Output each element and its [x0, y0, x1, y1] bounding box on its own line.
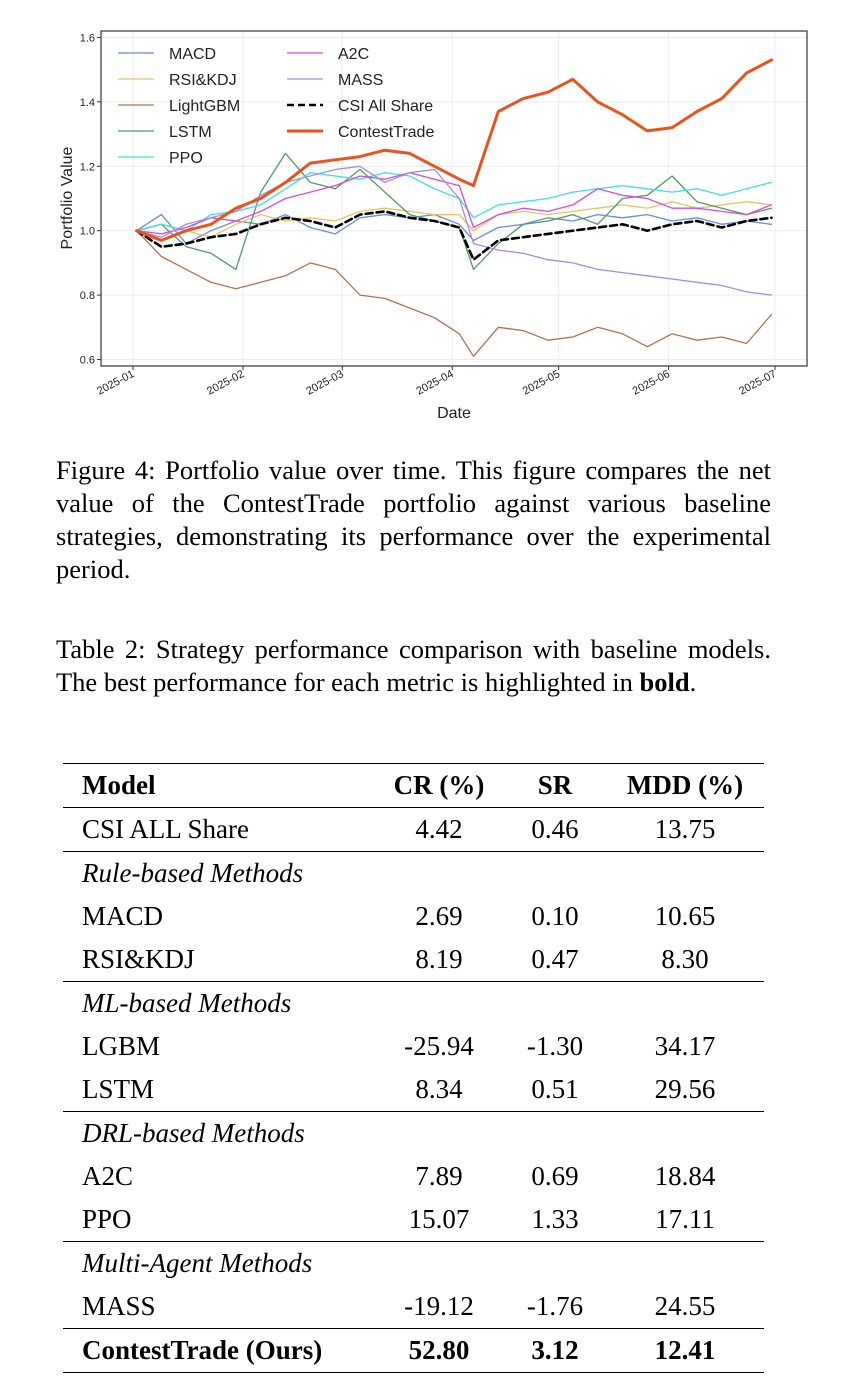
table-row — [63, 1025, 764, 1068]
legend-label: LSTM — [169, 124, 212, 141]
cell-model: A2C — [82, 1161, 134, 1191]
cell-model: MASS — [82, 1291, 156, 1321]
best-row — [63, 1329, 764, 1373]
cell-cr: 15.07 — [408, 1204, 470, 1234]
cell-sr: -1.30 — [526, 1031, 584, 1061]
legend-label: ContestTrade — [338, 124, 435, 141]
header-sr: SR — [504, 764, 606, 808]
cell-cr: 7.89 — [415, 1161, 463, 1191]
cell-model: LGBM — [82, 1031, 161, 1061]
cell-sr: 0.47 — [531, 944, 579, 974]
table-row — [63, 808, 764, 852]
y-axis-label: Portfolio Value — [59, 146, 76, 250]
group-row — [63, 1112, 764, 1156]
portfolio-value-chart — [0, 0, 859, 440]
cell-cr: 4.42 — [415, 814, 463, 844]
legend-label: CSI All Share — [338, 98, 434, 115]
table-caption-text: Table 2: Strategy performance comparison with baseline models. The best performance for each metric is highlighted in — [56, 634, 771, 697]
cell-mdd: 29.56 — [654, 1074, 716, 1104]
x-tick-label: 2025-07 — [737, 368, 779, 398]
cell-sr: 0.51 — [531, 1074, 579, 1104]
group-label: DRL-based Methods — [63, 1112, 764, 1156]
table-row — [63, 1068, 764, 1112]
cell-cr: 52.80 — [374, 1329, 504, 1373]
cell-model: RSI&KDJ — [82, 944, 195, 974]
y-tick-label: 1.6 — [79, 32, 95, 45]
header-mdd: MDD (%) — [606, 764, 764, 808]
cell-mdd: 34.17 — [654, 1031, 716, 1061]
cell-mdd: 13.75 — [654, 814, 716, 844]
cell-mdd: 12.41 — [606, 1329, 764, 1373]
y-axis-ticks — [80, 32, 101, 366]
group-row — [63, 982, 764, 1026]
cell-cr: 8.34 — [415, 1074, 463, 1104]
x-tick-label: 2025-05 — [520, 368, 563, 398]
x-tick-label: 2025-02 — [205, 368, 247, 398]
header-row — [63, 764, 764, 808]
legend-label: MASS — [338, 72, 384, 89]
cell-sr: 0.10 — [531, 901, 579, 931]
cell-cr: -25.94 — [404, 1031, 474, 1061]
legend-label: A2C — [338, 46, 370, 63]
cell-sr: 0.46 — [531, 814, 579, 844]
figure-caption: Figure 4: Portfolio value over time. This figure compares the net value of the ContestTrade portfolio against various baseline strategies, demonstrating its performance over the experimental period. — [56, 455, 771, 584]
table-caption — [56, 633, 771, 699]
cell-mdd: 17.11 — [655, 1204, 715, 1234]
cell-model: ContestTrade (Ours) — [63, 1329, 374, 1373]
group-label: Rule-based Methods — [63, 852, 764, 896]
table-row — [63, 1285, 764, 1329]
legend-label: LightGBM — [169, 98, 241, 115]
table-row — [63, 938, 764, 982]
legend-label: RSI&KDJ — [169, 72, 237, 89]
cell-model: CSI ALL Share — [82, 814, 249, 844]
results-table — [63, 763, 764, 1373]
cell-mdd: 24.55 — [654, 1291, 716, 1321]
group-label: ML-based Methods — [63, 982, 764, 1026]
cell-model: PPO — [82, 1204, 132, 1234]
cell-sr: 3.12 — [504, 1329, 606, 1373]
y-tick-label: 0.8 — [79, 290, 95, 303]
y-tick-label: 1.0 — [79, 225, 95, 238]
header-model: Model — [63, 764, 374, 808]
y-tick-label: 1.4 — [79, 96, 95, 109]
x-tick-label: 2025-04 — [414, 368, 456, 398]
x-axis-label: Date — [437, 405, 471, 422]
cell-sr: 0.69 — [531, 1161, 579, 1191]
cell-mdd: 10.65 — [654, 901, 716, 931]
x-tick-label: 2025-03 — [304, 368, 346, 398]
cell-sr: -1.76 — [526, 1291, 584, 1321]
cell-cr: 8.19 — [415, 944, 463, 974]
table-caption-end: . — [689, 667, 697, 697]
legend-label: MACD — [169, 46, 217, 63]
y-tick-label: 1.2 — [79, 161, 95, 174]
cell-sr: 1.33 — [531, 1204, 579, 1234]
table-caption-bold-word: bold — [639, 667, 690, 697]
cell-cr: -19.12 — [404, 1291, 474, 1321]
cell-mdd: 18.84 — [654, 1161, 716, 1191]
cell-model: MACD — [82, 901, 164, 931]
x-tick-label: 2025-06 — [630, 368, 672, 398]
cell-cr: 2.69 — [415, 901, 463, 931]
y-tick-label: 0.6 — [79, 354, 95, 367]
table-row — [63, 895, 764, 938]
cell-mdd: 8.30 — [661, 944, 709, 974]
group-row — [63, 852, 764, 896]
x-tick-label: 2025-01 — [95, 368, 137, 398]
group-label: Multi-Agent Methods — [63, 1242, 764, 1286]
table-row — [63, 1155, 764, 1198]
x-axis-ticks — [95, 366, 778, 398]
table-row — [63, 1198, 764, 1242]
cell-model: LSTM — [82, 1074, 155, 1104]
legend-label: PPO — [169, 150, 203, 167]
group-row — [63, 1242, 764, 1286]
header-cr: CR (%) — [374, 764, 504, 808]
